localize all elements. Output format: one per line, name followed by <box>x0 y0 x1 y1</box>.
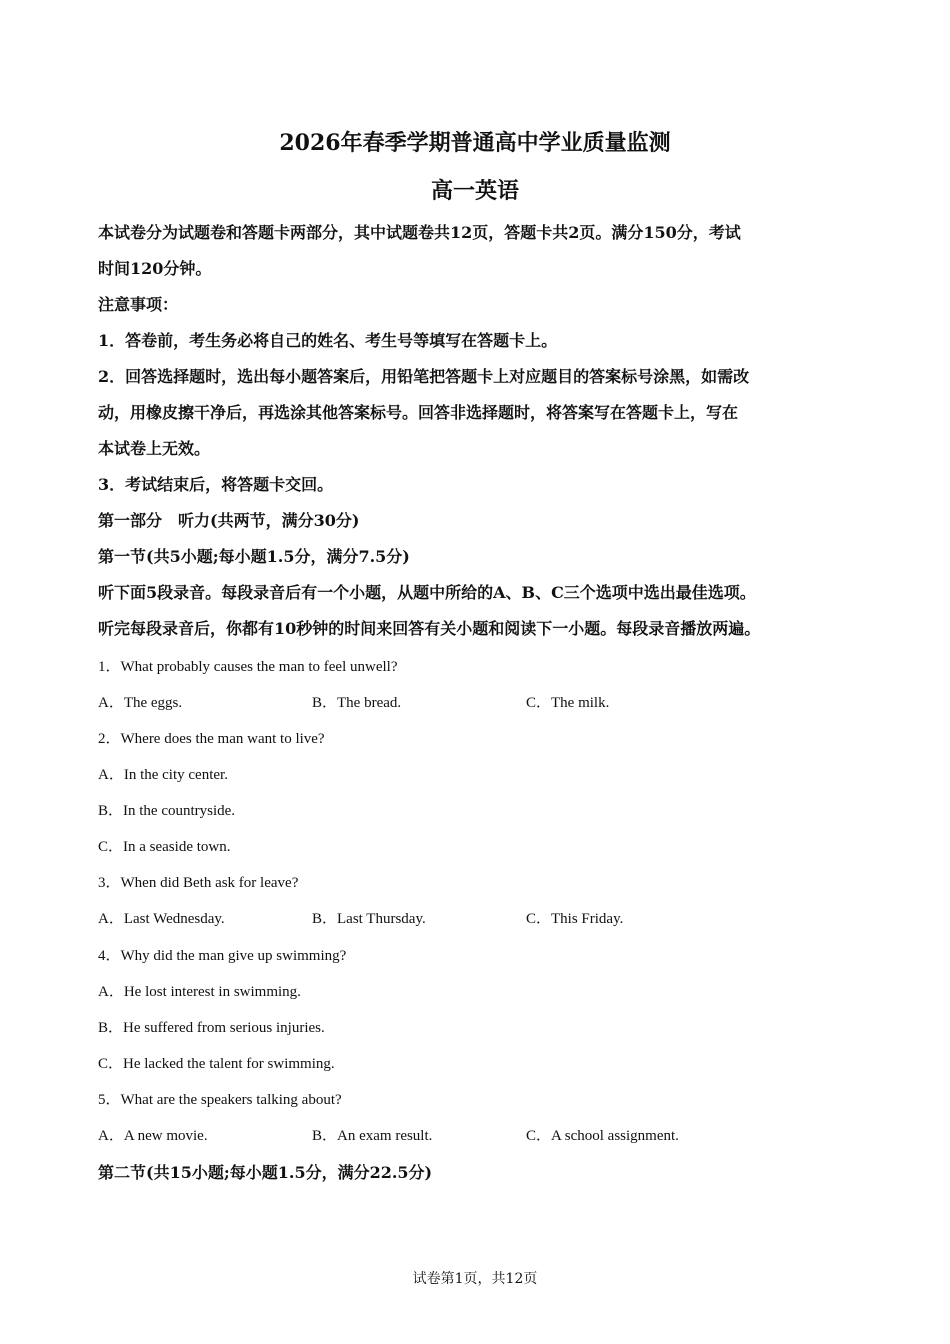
section-two-heading: 第二节(共15小题;每小题1.5分，满分22.5分) <box>98 1163 433 1182</box>
question-5-option-a: A．A new movie. <box>98 1128 208 1144</box>
section-one-heading: 第一节(共5小题;每小题1.5分，满分7.5分) <box>98 547 410 566</box>
question-4-option-b: B．He suffered from serious injuries. <box>98 1020 325 1036</box>
question-4-option-c: C．He lacked the talent for swimming. <box>98 1056 335 1072</box>
intro-line-2: 时间120分钟。 <box>98 259 212 278</box>
question-4-stem: 4．Why did the man give up swimming? <box>98 948 347 964</box>
question-3-option-b: B．Last Thursday. <box>312 911 426 927</box>
note-item-1: 1．答卷前，考生务必将自己的姓名、考生号等填写在答题卡上。 <box>98 331 558 350</box>
question-5-option-c: C．A school assignment. <box>526 1128 679 1144</box>
exam-subject: 高一英语 <box>430 178 519 204</box>
question-1-option-a: A．The eggs. <box>98 695 183 711</box>
note-item-3: 3．考试结束后，将答题卡交回。 <box>98 475 334 494</box>
question-5-option-b: B．An exam result. <box>312 1128 433 1144</box>
intro-line-1: 本试卷分为试题卷和答题卡两部分，其中试题卷共12页，答题卡共2页。满分150分，考试 <box>98 223 741 242</box>
question-5-stem: 5．What are the speakers talking about? <box>98 1092 342 1108</box>
note-item-2-line-2: 动，用橡皮擦干净后，再选涂其他答案标号。回答非选择题时，将答案写在答题卡上，写在 <box>98 403 739 422</box>
question-2-option-a: A．In the city center. <box>98 767 228 783</box>
question-3-option-c: C．This Friday. <box>526 911 624 927</box>
notes-heading: 注意事项： <box>98 295 179 314</box>
note-item-2-line-3: 本试卷上无效。 <box>98 439 211 458</box>
section-one-instruction-1: 听下面5段录音。每段录音后有一个小题，从题中所给的A、B、C三个选项中选出最佳选项。 <box>98 583 756 602</box>
question-3-stem: 3．When did Beth ask for leave? <box>98 875 299 891</box>
question-3-option-a: A．Last Wednesday. <box>98 911 225 927</box>
section-one-instruction-2: 听完每段录音后，你都有10秒钟的时间来回答有关小题和阅读下一小题。每段录音播放两遍。 <box>98 619 761 638</box>
part-one-heading: 第一部分 听力(共两节，满分30分) <box>98 511 360 530</box>
question-1-option-c: C．The milk. <box>526 695 610 711</box>
question-1-option-b: B．The bread. <box>312 695 402 711</box>
page-footer: 试卷第1页，共12页 <box>412 1271 538 1287</box>
note-item-2-line-1: 2．回答选择题时，选出每小题答案后，用铅笔把答题卡上对应题目的答案标号涂黑，如需改 <box>98 367 750 386</box>
question-4-option-a: A．He lost interest in swimming. <box>98 984 301 1000</box>
question-2-option-b: B．In the countryside. <box>98 803 236 819</box>
question-2-option-c: C．In a seaside town. <box>98 839 231 855</box>
exam-title: 2026年春季学期普通高中学业质量监测 <box>279 130 671 156</box>
question-2-stem: 2．Where does the man want to live? <box>98 731 325 747</box>
question-1-stem: 1．What probably causes the man to feel unwell? <box>98 659 398 675</box>
